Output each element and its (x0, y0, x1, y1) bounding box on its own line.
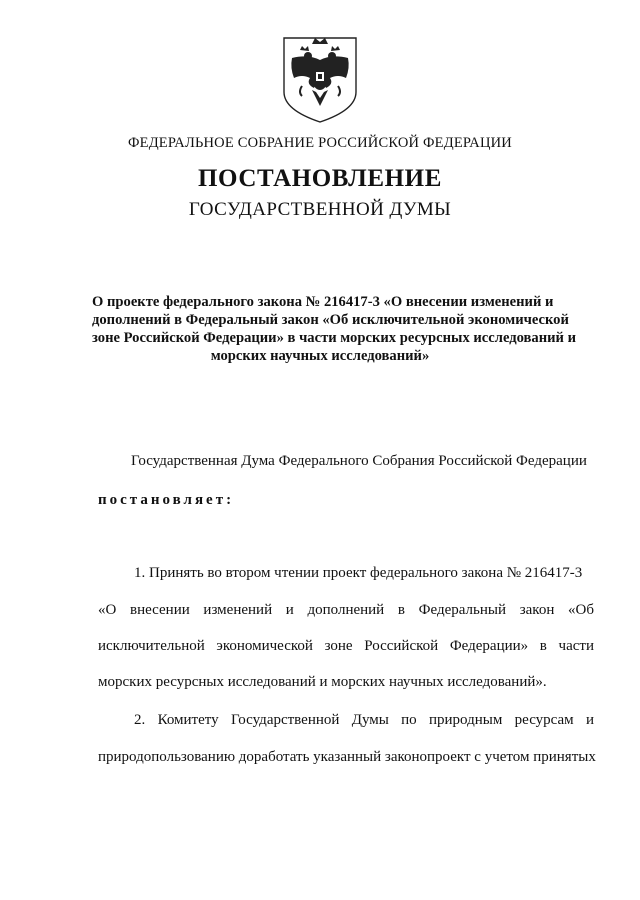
document-type-title: ПОСТАНОВЛЕНИЕ (197, 165, 443, 192)
paragraph-line: «О внесении изменений и дополнений в Федеральный закон «Об (98, 602, 594, 618)
resolution-subject (92, 293, 577, 365)
paragraph-line: исключительной экономической зоне Российской Федерации» в части (98, 638, 594, 654)
coat-of-arms-icon (278, 34, 362, 124)
preamble: Государственная Дума Федерального Собрания Российской Федерации (131, 453, 587, 469)
subject-line: О проекте федерального закона № 216417-3 «О внесении изменений и (92, 294, 554, 310)
subject-line: дополнений в Федеральный закон «Об исключительной экономической (92, 312, 569, 328)
paragraph-line: 2. Комитету Государственной Думы по природным ресурсам и (134, 712, 594, 728)
subject-line: морских научных исследований» (210, 348, 430, 364)
paragraph-line: 1. Принять во втором чтении проект федерального закона № 216417-3 (134, 565, 583, 581)
document-issuer: ГОСУДАРСТВЕННОЙ ДУМЫ (188, 199, 452, 220)
paragraph-line: природопользованию доработать указанный законопроект с учетом принятых (98, 749, 596, 765)
subject-line: зоне Российской Федерации» в части морских ресурсных исследований и (92, 330, 577, 346)
paragraph-line: морских ресурсных исследований и морских научных исследований». (98, 674, 547, 690)
assembly-name: ФЕДЕРАЛЬНОЕ СОБРАНИЕ РОССИЙСКОЙ ФЕДЕРАЦИИ (128, 135, 512, 151)
resolves-word: постановляет: (98, 492, 235, 508)
